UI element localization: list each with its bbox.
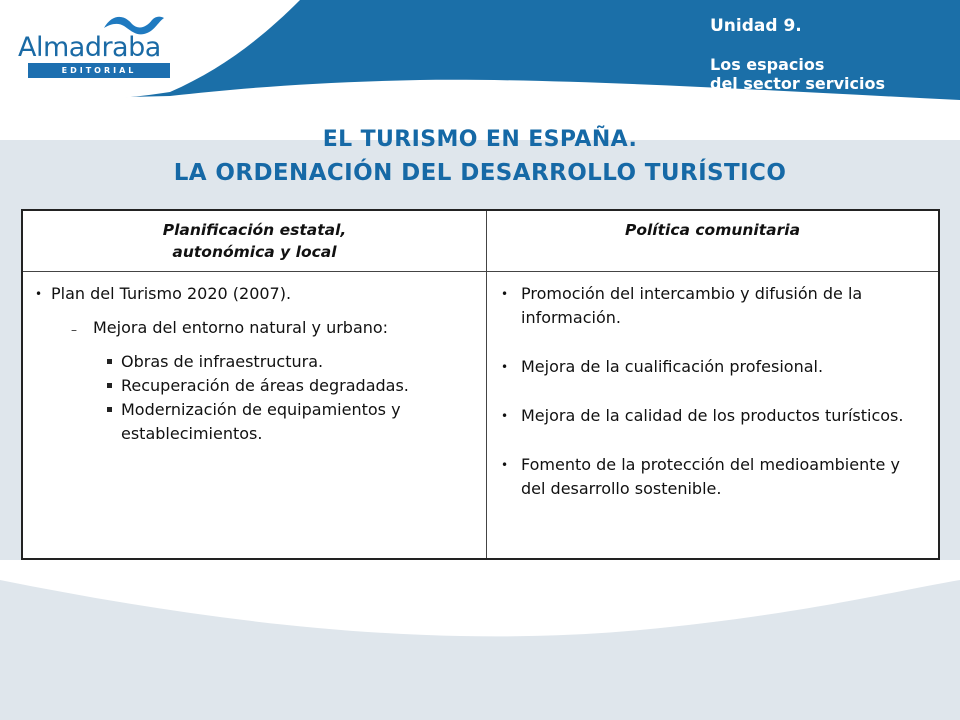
unit-subtitle <box>710 55 885 93</box>
sub-list-item-text: Mejora del entorno natural y urbano: <box>93 318 389 337</box>
list-item <box>497 404 928 428</box>
table-header-row <box>22 210 939 272</box>
header-planificacion <box>22 210 487 272</box>
point-text: Recuperación de áreas degradadas. <box>121 376 409 395</box>
point-text: Obras de infraestructura. <box>121 352 324 371</box>
list-item <box>497 282 928 330</box>
list-item-text: Fomento de la protección del medioambiente y del desarrollo sostenible. <box>521 455 900 498</box>
header-politica <box>487 210 940 272</box>
point-item <box>51 398 476 446</box>
bullet-icon: • <box>501 287 509 301</box>
bottom-wave-background <box>0 560 960 720</box>
list-item-text: Mejora de la cualificación profesional. <box>521 357 824 376</box>
square-bullet-icon <box>107 407 112 412</box>
unit-title: Unidad 9. <box>710 16 802 36</box>
square-bullet-icon <box>107 383 112 388</box>
point-list <box>51 350 476 446</box>
list-item-text: Plan del Turismo 2020 (2007). <box>51 284 292 303</box>
cell-politica <box>487 272 940 560</box>
header-left-line2: autonómica y local <box>172 243 337 261</box>
bullet-icon: • <box>501 360 509 374</box>
brand-logo <box>14 6 164 76</box>
list-item <box>33 282 476 446</box>
left-list <box>33 282 476 446</box>
sub-list-item <box>51 316 476 340</box>
dash-icon: – <box>71 323 77 337</box>
square-bullet-icon <box>107 359 112 364</box>
bullet-icon: • <box>501 409 509 423</box>
content-table <box>21 209 940 560</box>
table-row <box>22 272 939 560</box>
brand-name: Almadraba <box>18 32 161 63</box>
list-item <box>497 355 928 379</box>
page-title-line2: LA ORDENACIÓN DEL DESARROLLO TURÍSTICO <box>173 160 787 186</box>
bullet-icon: • <box>35 287 43 301</box>
list-item <box>497 453 928 501</box>
list-item-text: Promoción del intercambio y difusión de la información. <box>521 284 863 327</box>
point-text: Modernización de equipamientos y establecimientos. <box>121 400 401 443</box>
cell-planificacion <box>22 272 487 560</box>
bullet-icon: • <box>501 458 509 472</box>
unit-subtitle-line1: Los espacios <box>710 55 825 74</box>
header-right-line1: Política comunitaria <box>624 221 801 239</box>
point-item <box>51 374 476 398</box>
header-left-line1: Planificación estatal, <box>162 221 347 239</box>
list-item-text: Mejora de la calidad de los productos turísticos. <box>521 406 904 425</box>
sub-list <box>51 316 476 340</box>
page-title-line1: EL TURISMO EN ESPAÑA. <box>322 127 638 152</box>
right-list <box>497 282 928 501</box>
point-item <box>51 350 476 374</box>
brand-tagline: EDITORIAL <box>28 63 170 78</box>
unit-subtitle-line2: del sector servicios <box>710 74 885 93</box>
